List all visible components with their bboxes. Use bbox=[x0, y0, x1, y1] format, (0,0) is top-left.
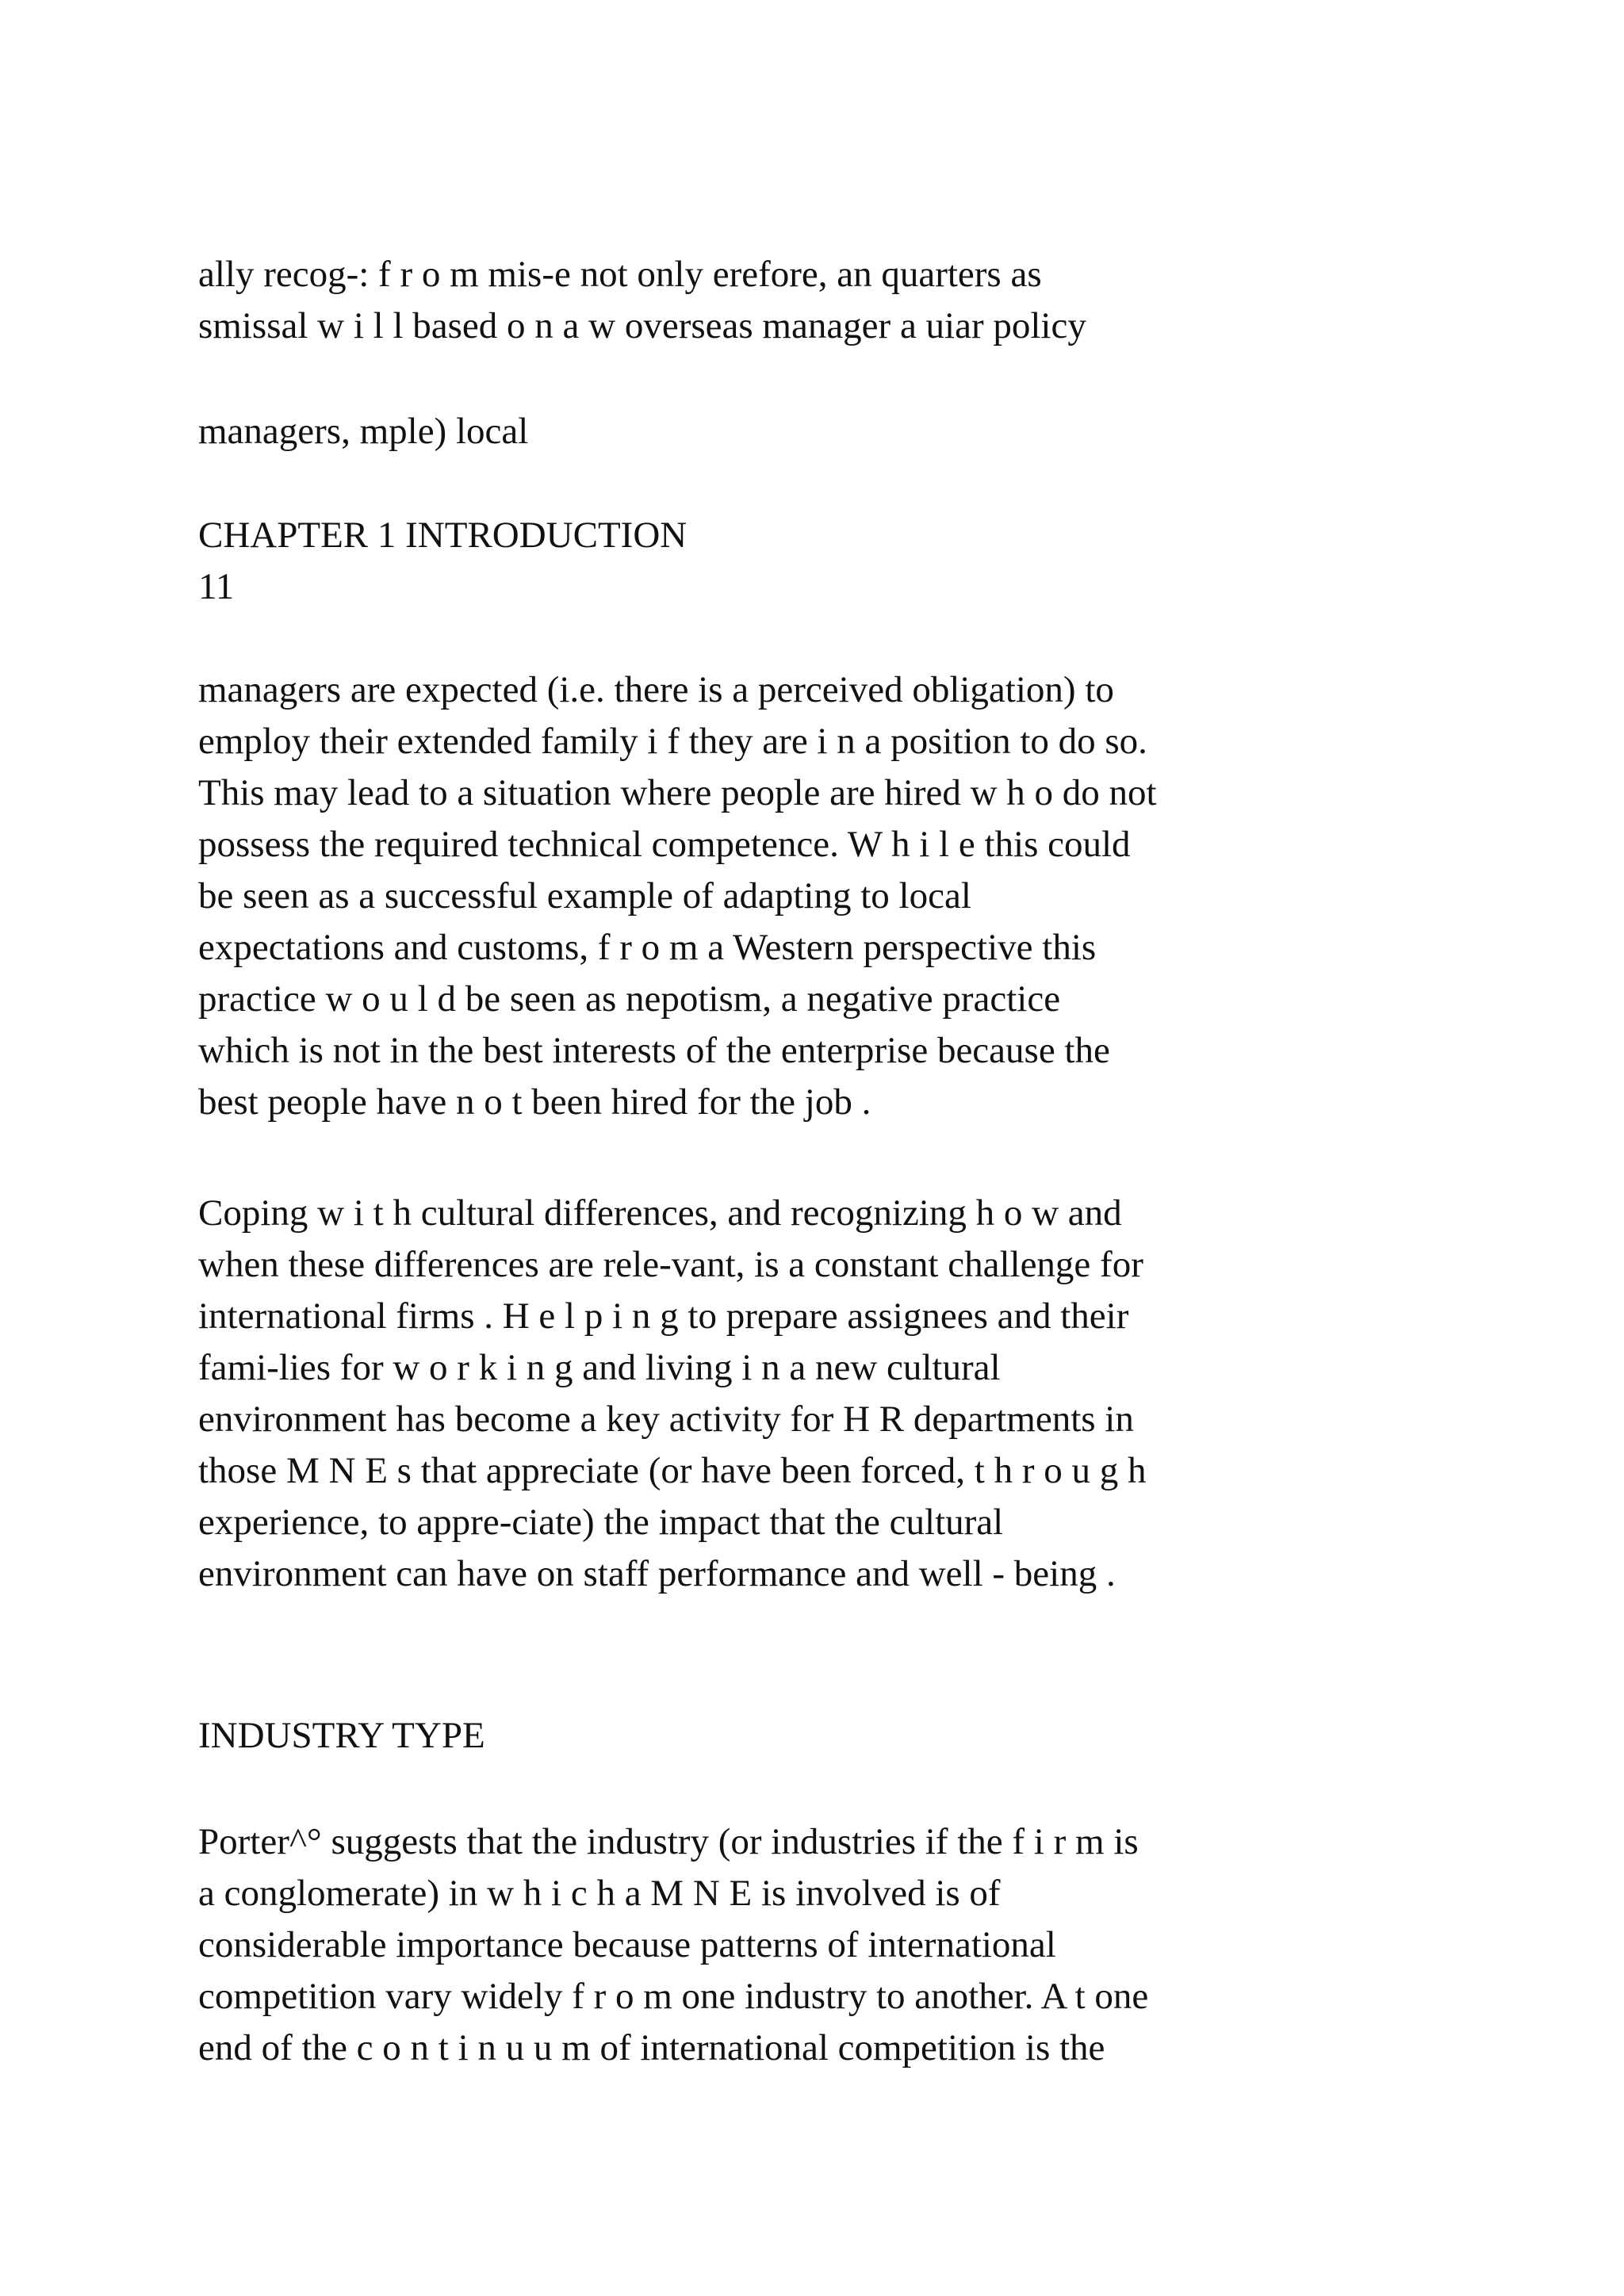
text-line: Coping w i t h cultural differences, and recognizing h o w and bbox=[198, 1192, 1122, 1234]
managers-local-fragment bbox=[198, 406, 1546, 457]
text-line: those M N E s that appreciate (or have been forced, t h r o u g h bbox=[198, 1450, 1147, 1491]
chapter-header bbox=[198, 510, 1546, 613]
text-line: managers, mple) local bbox=[198, 411, 529, 452]
section-heading-text: INDUSTRY TYPE bbox=[198, 1715, 485, 1756]
paragraph-nepotism bbox=[198, 664, 1546, 1128]
intro-fragment bbox=[198, 249, 1546, 352]
text-line: environment has become a key activity for H R departments in bbox=[198, 1399, 1134, 1440]
text-line: practice w o u l d be seen as nepotism, a negative practice bbox=[198, 978, 1061, 1020]
text-line: competition vary widely f r o m one industry to another. A t one bbox=[198, 1976, 1149, 2017]
text-line: fami-lies for w o r k i n g and living i n a new cultural bbox=[198, 1347, 1001, 1388]
text-line: a conglomerate) in w h i c h a M N E is involved is of bbox=[198, 1873, 1001, 1914]
text-line: ally recog-: f r o m mis-e not only erefore, an quarters as bbox=[198, 254, 1042, 295]
chapter-title: CHAPTER 1 INTRODUCTION bbox=[198, 515, 688, 556]
page-number: 11 bbox=[198, 566, 235, 607]
text-line: environment can have on staff performance and well - being . bbox=[198, 1553, 1116, 1594]
text-line: end of the c o n t i n u u m of international competition is the bbox=[198, 2027, 1105, 2068]
text-line: Porter^° suggests that the industry (or industries if the f i r m is bbox=[198, 1821, 1139, 1862]
text-line: managers are expected (i.e. there is a perceived obligation) to bbox=[198, 669, 1114, 710]
text-line: best people have n o t been hired for the job . bbox=[198, 1081, 871, 1123]
section-heading bbox=[198, 1710, 1546, 1762]
paragraph-porter bbox=[198, 1816, 1546, 2074]
paragraph-cultural-differences bbox=[198, 1188, 1546, 1600]
text-line: considerable importance because patterns of international bbox=[198, 1924, 1056, 1965]
text-line: smissal w i l l based o n a w overseas manager a uiar policy bbox=[198, 305, 1086, 346]
text-line: possess the required technical competence. W h i l e this could bbox=[198, 824, 1131, 865]
text-line: be seen as a successful example of adapting to local bbox=[198, 875, 971, 916]
text-line: employ their extended family i f they are i n a position to do so. bbox=[198, 721, 1147, 762]
text-line: This may lead to a situation where people are hired w h o do not bbox=[198, 772, 1157, 813]
text-line: experience, to appre-ciate) the impact that the cultural bbox=[198, 1502, 1004, 1543]
text-line: international firms . H e l p i n g to prepare assignees and their bbox=[198, 1295, 1129, 1337]
text-line: which is not in the best interests of the enterprise because the bbox=[198, 1030, 1110, 1071]
text-line: expectations and customs, f r o m a Western perspective this bbox=[198, 927, 1097, 968]
text-line: when these differences are rele-vant, is a constant challenge for bbox=[198, 1244, 1143, 1285]
